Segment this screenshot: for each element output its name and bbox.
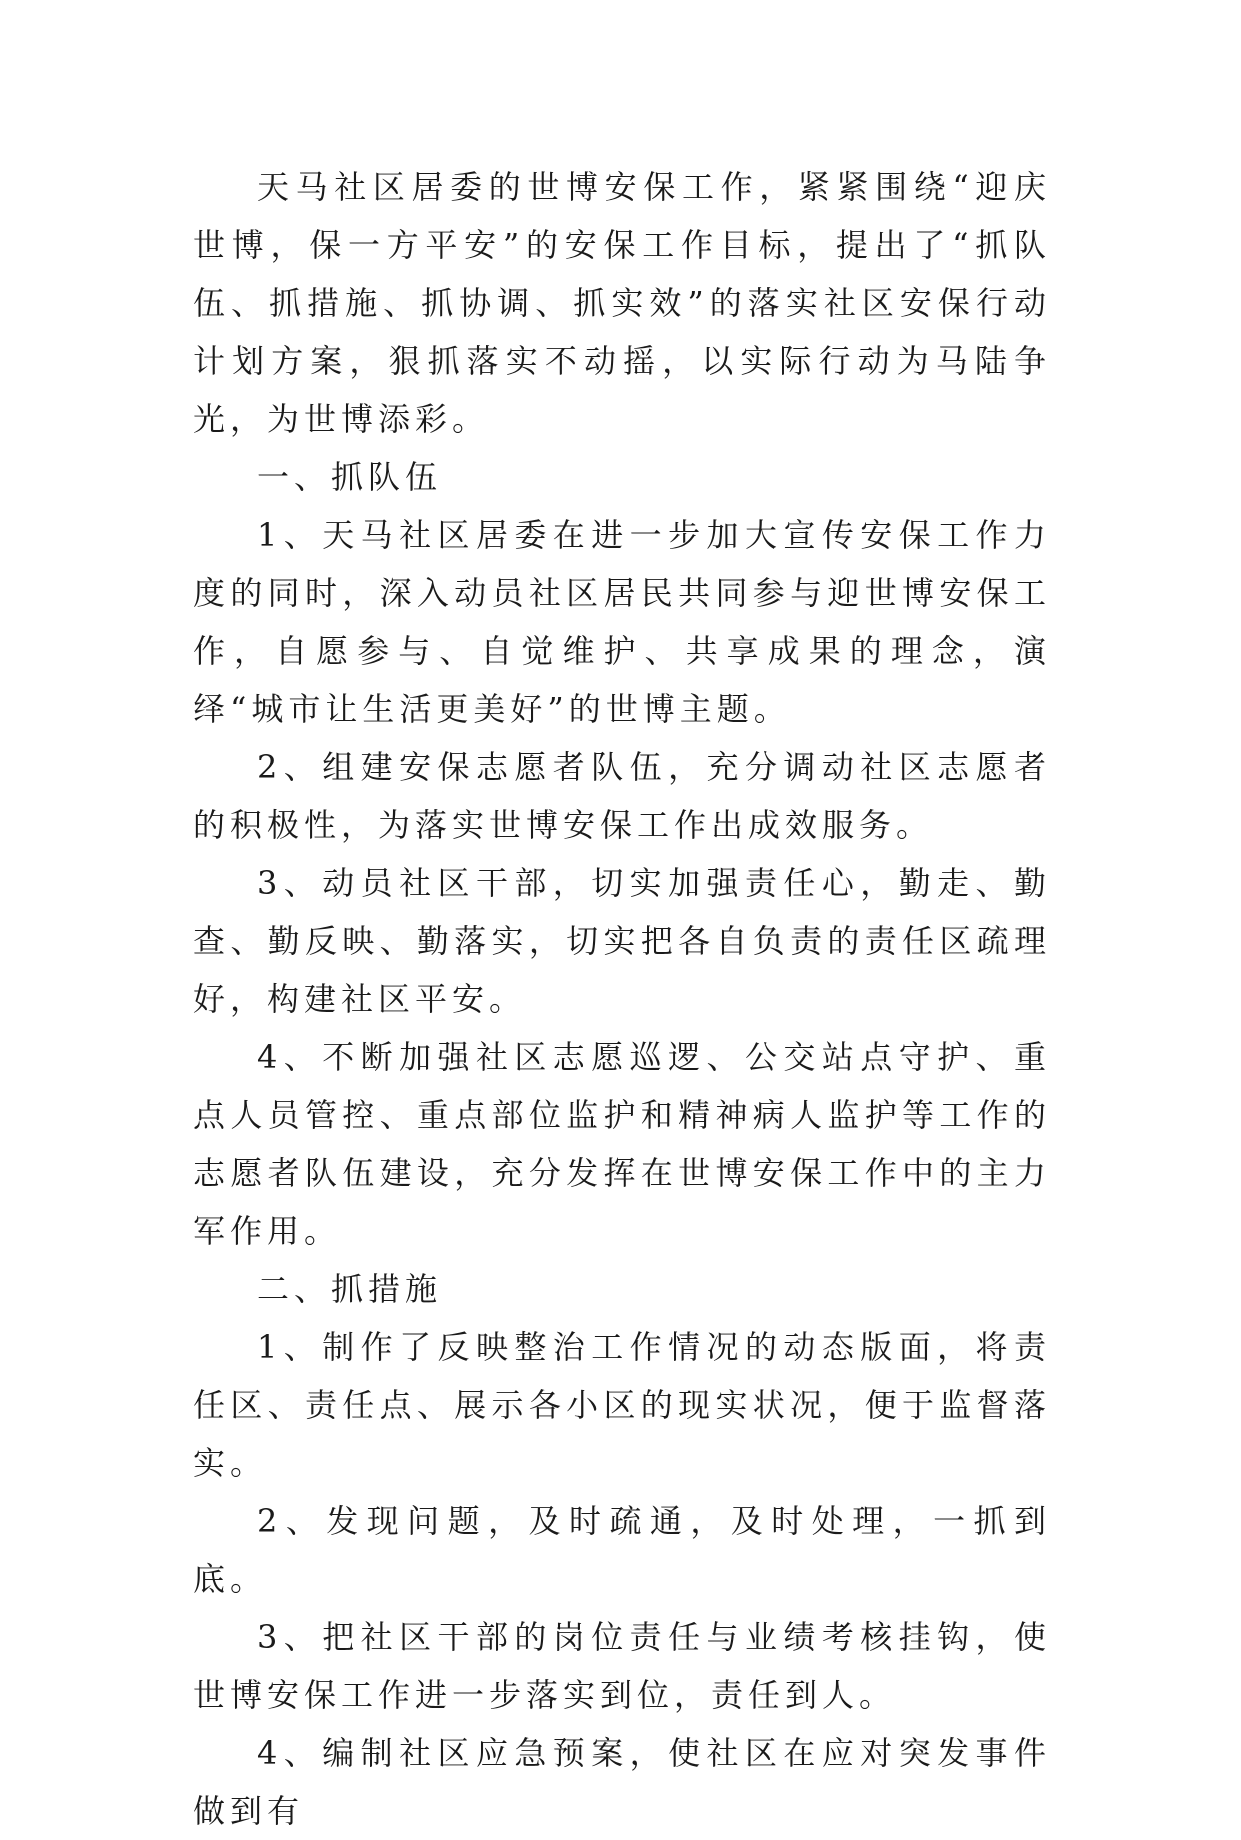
- document-body: [193, 158, 1051, 1840]
- measures-item-1: 1、制作了反映整治工作情况的动态版面，将责任区、责任点、展示各小区的现实状况，便于监督落实。: [193, 1328, 1051, 1482]
- measures-item-4: 4、编制社区应急预案，使社区在应对突发事件做到有: [193, 1734, 1051, 1830]
- team-item-4: 4、不断加强社区志愿巡逻、公交站点守护、重点人员管控、重点部位监护和精神病人监护等工作的志愿者队伍建设，充分发挥在世博安保工作中的主力军作用。: [193, 1038, 1051, 1250]
- intro-paragraph: 天马社区居委的世博安保工作，紧紧围绕“迎庆世博，保一方平安”的安保工作目标，提出了“抓队伍、抓措施、抓协调、抓实效”的落实社区安保行动计划方案，狠抓落实不动摇，以实际行动为马陆争光，为世博添彩。: [193, 168, 1051, 438]
- measures-item-3: 3、把社区干部的岗位责任与业绩考核挂钩，使世博安保工作进一步落实到位，责任到人。: [193, 1618, 1051, 1714]
- section-heading-team: 一、抓队伍: [257, 458, 443, 496]
- team-item-1: 1、天马社区居委在进一步加大宣传安保工作力度的同时，深入动员社区居民共同参与迎世博安保工作，自愿参与、自觉维护、共享成果的理念，演绎“城市让生活更美好”的世博主题。: [193, 516, 1051, 728]
- measures-item-2: 2、发现问题，及时疏通，及时处理，一抓到底。: [193, 1502, 1051, 1598]
- team-item-2: 2、组建安保志愿者队伍，充分调动社区志愿者的积极性，为落实世博安保工作出成效服务。: [193, 748, 1051, 844]
- section-heading-measures: 二、抓措施: [257, 1270, 443, 1308]
- team-item-3: 3、动员社区干部，切实加强责任心，勤走、勤查、勤反映、勤落实，切实把各自负责的责任区疏理好，构建社区平安。: [193, 864, 1051, 1018]
